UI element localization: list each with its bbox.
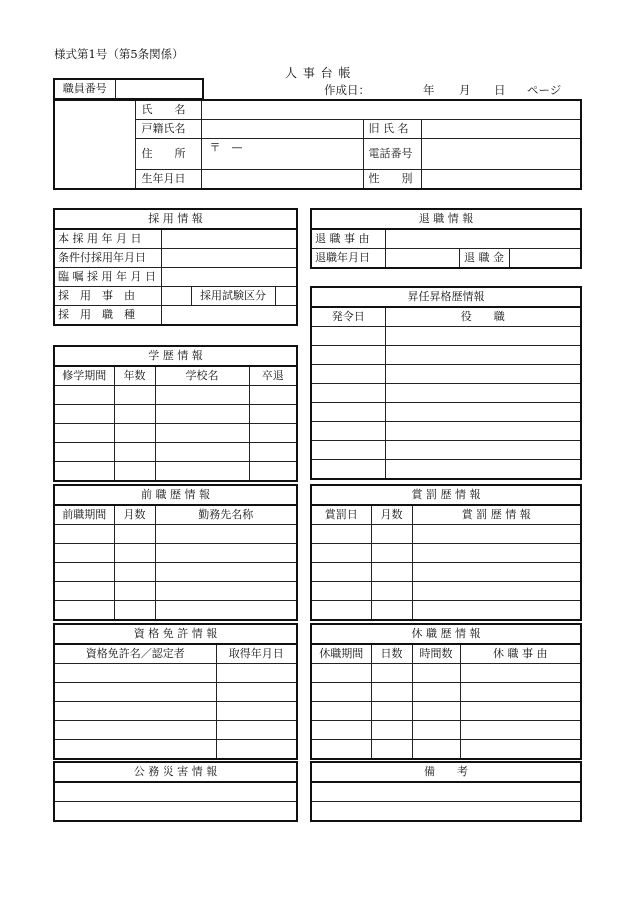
leave-cell[interactable] <box>371 702 412 721</box>
birth-field[interactable] <box>201 170 363 190</box>
remarks-cell[interactable] <box>311 782 581 802</box>
leave-col-reason: 休 職 事 由 <box>460 644 581 664</box>
created-date-label: 作成日： <box>324 83 370 97</box>
created-page: ページ <box>527 83 562 97</box>
leave-col-period: 休職期間 <box>311 644 371 664</box>
promotion-cell[interactable] <box>385 365 581 384</box>
license-cell[interactable] <box>54 664 216 683</box>
education-cell[interactable] <box>155 443 249 462</box>
reward-title: 賞 罰 歴 情 報 <box>311 485 581 505</box>
hiring-row-label: 本 採 用 年 月 日 <box>54 229 161 249</box>
education-col-period: 修学期間 <box>54 366 114 386</box>
remarks-title: 備 考 <box>311 762 581 782</box>
koseki-name-label: 戸籍氏名 <box>135 120 201 139</box>
retire-info-title: 退 職 情 報 <box>311 209 581 229</box>
leave-title: 休 職 歴 情 報 <box>311 624 581 644</box>
address-field[interactable] <box>201 139 363 170</box>
page-title: 人 事 台 帳 <box>285 66 352 80</box>
created-year: 年 <box>423 83 435 97</box>
license-cell[interactable] <box>216 721 297 740</box>
education-cell[interactable] <box>249 424 297 443</box>
reward-cell[interactable] <box>412 582 581 601</box>
prev-job-cell[interactable] <box>155 563 297 582</box>
leave-cell[interactable] <box>311 664 371 683</box>
disaster-title: 公 務 災 害 情 報 <box>54 762 297 782</box>
education-cell[interactable] <box>249 386 297 405</box>
sex-field[interactable] <box>421 170 581 190</box>
leave-cell[interactable] <box>371 683 412 702</box>
phone-field[interactable] <box>421 139 581 170</box>
reward-col-date: 賞罰日 <box>311 505 371 525</box>
education-cell[interactable] <box>155 424 249 443</box>
prev-job-cell[interactable] <box>114 525 155 544</box>
education-cell[interactable] <box>54 386 114 405</box>
reward-cell[interactable] <box>311 525 371 544</box>
retire-reason-label: 退 職 事 由 <box>311 229 385 249</box>
reward-col-months: 月数 <box>371 505 412 525</box>
prev-job-cell[interactable] <box>54 582 114 601</box>
promotion-col-position: 役 職 <box>385 307 581 327</box>
reward-cell[interactable] <box>311 601 371 621</box>
prev-job-cell[interactable] <box>155 582 297 601</box>
leave-col-hours: 時間数 <box>412 644 460 664</box>
reward-cell[interactable] <box>412 525 581 544</box>
reward-cell[interactable] <box>311 563 371 582</box>
leave-cell[interactable] <box>412 702 460 721</box>
prev-job-title: 前 職 歴 情 報 <box>54 485 297 505</box>
employee-number-table <box>53 78 204 100</box>
education-cell[interactable] <box>54 443 114 462</box>
exam-category-field[interactable] <box>275 287 297 306</box>
promotion-cell[interactable] <box>385 346 581 365</box>
license-cell[interactable] <box>54 740 216 760</box>
reward-cell[interactable] <box>412 544 581 563</box>
education-col-status: 卒退 <box>249 366 297 386</box>
retire-info-table <box>310 208 582 269</box>
koseki-name-field[interactable] <box>201 120 363 139</box>
education-col-school: 学校名 <box>155 366 249 386</box>
reward-cell[interactable] <box>371 582 412 601</box>
retire-date-label: 退職年月日 <box>311 249 385 269</box>
exam-category-label: 採用試験区分 <box>191 287 275 306</box>
sex-label: 性 別 <box>363 170 421 190</box>
license-cell[interactable] <box>54 702 216 721</box>
birth-label: 生年月日 <box>135 170 201 190</box>
leave-cell[interactable] <box>460 664 581 683</box>
leave-cell[interactable] <box>412 664 460 683</box>
form-number: 様式第1号（第5条関係） <box>54 47 184 61</box>
hiring-row-label: 採 用 事 由 <box>54 287 161 306</box>
education-cell[interactable] <box>155 462 249 482</box>
created-month: 月 <box>459 83 471 97</box>
reward-cell[interactable] <box>412 563 581 582</box>
promotion-cell[interactable] <box>385 422 581 441</box>
leave-cell[interactable] <box>460 740 581 760</box>
prev-job-cell[interactable] <box>54 563 114 582</box>
leave-cell[interactable] <box>311 721 371 740</box>
license-cell[interactable] <box>216 683 297 702</box>
prev-job-cell[interactable] <box>155 544 297 563</box>
reward-cell[interactable] <box>311 582 371 601</box>
promotion-cell[interactable] <box>385 384 581 403</box>
promotion-col-date: 発令日 <box>311 307 385 327</box>
license-title: 資 格 免 許 情 報 <box>54 624 297 644</box>
prev-job-table <box>53 484 298 621</box>
retire-date-field[interactable] <box>385 249 459 269</box>
hiring-field[interactable] <box>161 249 297 268</box>
prev-job-cell[interactable] <box>54 601 114 621</box>
prev-job-cell[interactable] <box>54 525 114 544</box>
hiring-field[interactable] <box>161 229 297 249</box>
education-table <box>53 345 298 482</box>
education-title: 学 歴 情 報 <box>54 346 297 366</box>
prev-job-cell[interactable] <box>114 544 155 563</box>
license-cell[interactable] <box>216 702 297 721</box>
leave-cell[interactable] <box>412 740 460 760</box>
leave-cell[interactable] <box>460 702 581 721</box>
retire-reason-field[interactable] <box>385 229 581 249</box>
promotion-title: 昇任昇格歴情報 <box>311 287 581 307</box>
license-cell[interactable] <box>216 664 297 683</box>
promotion-cell[interactable] <box>311 384 385 403</box>
reward-cell[interactable] <box>371 544 412 563</box>
name-label: 氏 名 <box>135 100 201 120</box>
leave-cell[interactable] <box>460 683 581 702</box>
employee-number-label: 職員番号 <box>54 79 115 99</box>
leave-cell[interactable] <box>311 740 371 760</box>
prev-job-cell[interactable] <box>114 563 155 582</box>
reward-cell[interactable] <box>371 563 412 582</box>
phone-label: 電話番号 <box>363 139 421 170</box>
promotion-cell[interactable] <box>385 403 581 422</box>
leave-cell[interactable] <box>371 664 412 683</box>
license-col-name: 資格免許名／認定者 <box>54 644 216 664</box>
hiring-row-label: 臨 嘱 採 用 年 月 日 <box>54 268 161 287</box>
name-field[interactable] <box>201 100 581 120</box>
leave-cell[interactable] <box>412 683 460 702</box>
address-label: 住 所 <box>135 139 201 170</box>
license-col-date: 取得年月日 <box>216 644 297 664</box>
prev-job-cell[interactable] <box>155 601 297 621</box>
leave-cell[interactable] <box>311 683 371 702</box>
promotion-cell[interactable] <box>385 460 581 480</box>
promotion-cell[interactable] <box>311 327 385 346</box>
leave-table <box>310 623 582 760</box>
prev-job-col-period: 前職期間 <box>54 505 114 525</box>
education-cell[interactable] <box>114 386 155 405</box>
remarks-cell[interactable] <box>311 802 581 822</box>
hiring-field[interactable] <box>161 268 297 287</box>
education-cell[interactable] <box>114 424 155 443</box>
license-table <box>53 623 298 760</box>
education-cell[interactable] <box>114 405 155 424</box>
hiring-info-table <box>53 208 298 326</box>
leave-cell[interactable] <box>371 740 412 760</box>
promotion-cell[interactable] <box>311 422 385 441</box>
disaster-cell[interactable] <box>54 782 297 802</box>
education-cell[interactable] <box>155 405 249 424</box>
old-name-label: 旧 氏 名 <box>363 120 421 139</box>
license-cell[interactable] <box>216 740 297 760</box>
education-cell[interactable] <box>249 462 297 482</box>
license-cell[interactable] <box>54 721 216 740</box>
leave-cell[interactable] <box>412 721 460 740</box>
promotion-cell[interactable] <box>385 327 581 346</box>
promotion-cell[interactable] <box>311 346 385 365</box>
reward-table <box>310 484 582 621</box>
created-day: 日 <box>494 83 506 97</box>
photo-area <box>54 100 135 189</box>
prev-job-col-months: 月数 <box>114 505 155 525</box>
education-col-years: 年数 <box>114 366 155 386</box>
hiring-field[interactable] <box>161 306 297 326</box>
promotion-cell[interactable] <box>311 403 385 422</box>
education-cell[interactable] <box>54 405 114 424</box>
leave-cell[interactable] <box>371 721 412 740</box>
reward-cell[interactable] <box>371 601 412 621</box>
reward-cell[interactable] <box>311 544 371 563</box>
prev-job-cell[interactable] <box>114 582 155 601</box>
leave-cell[interactable] <box>311 702 371 721</box>
promotion-cell[interactable] <box>311 365 385 384</box>
leave-cell[interactable] <box>460 721 581 740</box>
prev-job-col-employer: 勤務先名称 <box>155 505 297 525</box>
hiring-row-label: 採 用 職 種 <box>54 306 161 326</box>
education-cell[interactable] <box>54 462 114 482</box>
remarks-table <box>310 761 582 822</box>
prev-job-cell[interactable] <box>155 525 297 544</box>
retire-pay-field[interactable] <box>509 249 581 269</box>
leave-col-days: 日数 <box>371 644 412 664</box>
reward-col-detail: 賞 罰 歴 情 報 <box>412 505 581 525</box>
education-cell[interactable] <box>114 443 155 462</box>
promotion-cell[interactable] <box>385 441 581 460</box>
education-cell[interactable] <box>249 443 297 462</box>
promotion-cell[interactable] <box>311 441 385 460</box>
reward-cell[interactable] <box>412 601 581 621</box>
hiring-field[interactable] <box>161 287 191 306</box>
education-cell[interactable] <box>249 405 297 424</box>
promotion-table <box>310 286 582 480</box>
prev-job-cell[interactable] <box>54 544 114 563</box>
retire-pay-label: 退 職 金 <box>459 249 509 269</box>
employee-number-field[interactable] <box>115 79 203 99</box>
postal-mark: 〒 — <box>209 141 243 154</box>
disaster-table <box>53 761 298 822</box>
reward-cell[interactable] <box>371 525 412 544</box>
disaster-cell[interactable] <box>54 802 297 822</box>
old-name-field[interactable] <box>421 120 581 139</box>
license-cell[interactable] <box>54 683 216 702</box>
prev-job-cell[interactable] <box>114 601 155 621</box>
education-cell[interactable] <box>114 462 155 482</box>
personal-info-table <box>53 99 582 190</box>
hiring-row-label: 条件付採用年月日 <box>54 249 161 268</box>
hiring-info-title: 採 用 情 報 <box>54 209 297 229</box>
education-cell[interactable] <box>155 386 249 405</box>
education-cell[interactable] <box>54 424 114 443</box>
promotion-cell[interactable] <box>311 460 385 480</box>
